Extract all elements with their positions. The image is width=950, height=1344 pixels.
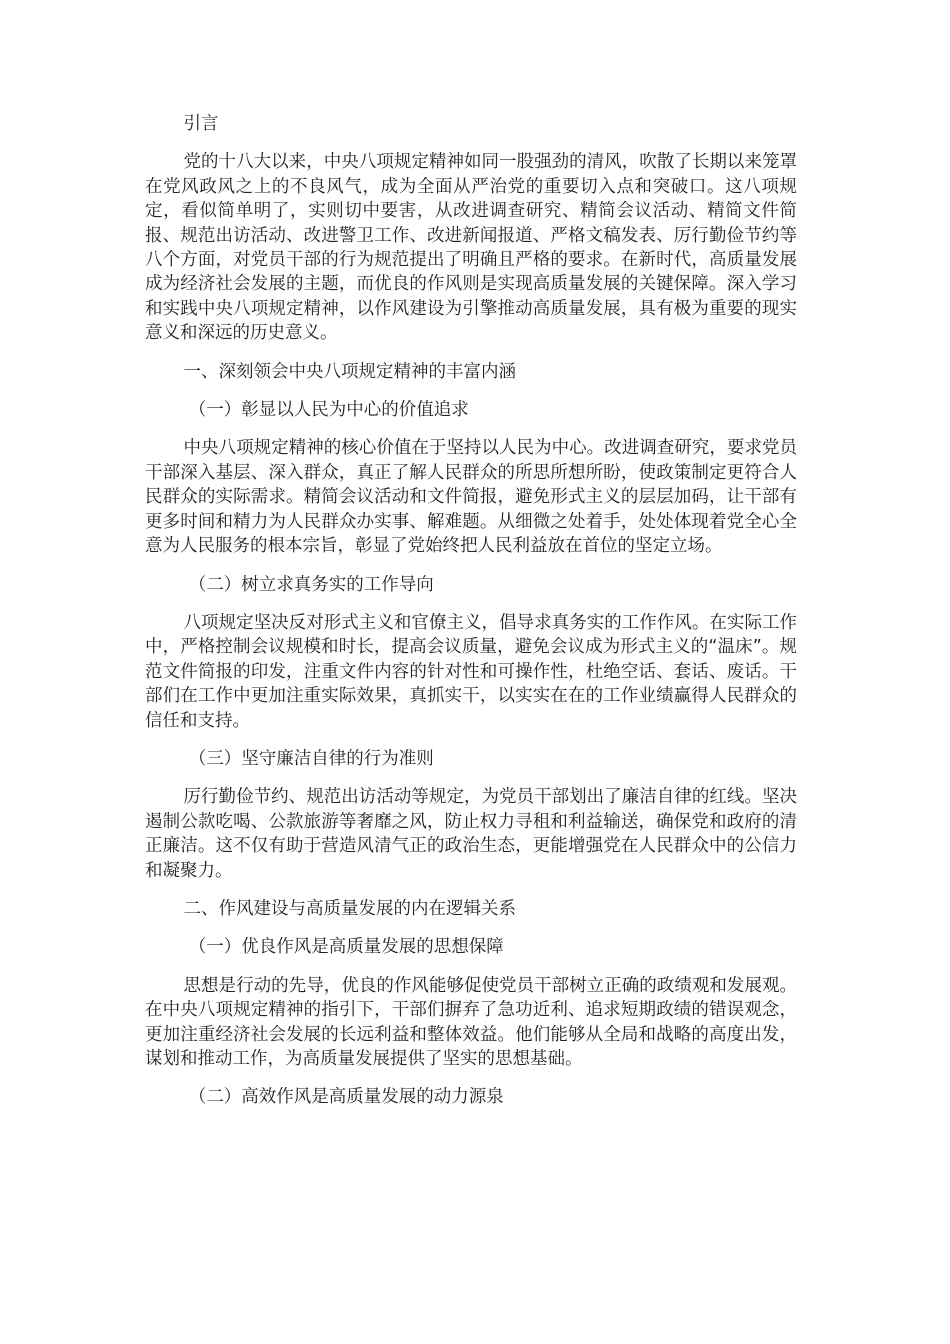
section2-sub2-heading: （二）高效作风是高质量发展的动力源泉 (188, 1087, 504, 1108)
section2-heading: 二、作风建设与高质量发展的内在逻辑关系 (183, 898, 516, 919)
section1-sub2-heading: （二）树立求真务实的工作导向 (188, 574, 434, 595)
section1-sub1-body: 中央八项规定精神的核心价值在于坚持以人民为中心。改进调查研究，要求党员干部深入基层、深入群众，真正了解人民群众的所思所想所盼，使政策制定更符合人民群众的实际需求。精简会议活动和文件简报，避免形式主义的层层加码，让干部有更多时间和精力为人民群众办实事、解难题。从细微之处着手，处处体现着党全心全意为人民服务的根本宗旨，彰显了党始终把人民利益放在首位的坚定立场。 (145, 438, 797, 557)
section1-sub2-body: 八项规定坚决反对形式主义和官僚主义，倡导求真务实的工作作风。在实际工作中，严格控制会议规模和时长，提高会议质量，避免会议成为形式主义的“温床”。规范文件简报的印发，注重文件内容的针对性和可操作性，杜绝空话、套话、废话。干部们在工作中更加注重实际效果，真抓实干，以实实在在的工作业绩赢得人民群众的信任和支持。 (145, 612, 797, 731)
section1-sub3-body: 厉行勤俭节约、规范出访活动等规定，为党员干部划出了廉洁自律的红线。坚决遏制公款吃喝、公款旅游等奢靡之风，防止权力寻租和利益输送，确保党和政府的清正廉洁。这不仅有助于营造风清气正的政治生态，更能增强党在人民群众中的公信力和凝聚力。 (145, 787, 797, 881)
section2-sub1-body: 思想是行动的先导，优良的作风能够促使党员干部树立正确的政绩观和发展观。在中央八项规定精神的指引下，干部们摒弃了急功近利、追求短期政绩的错误观念，更加注重经济社会发展的长远利益和整体效益。他们能够从全局和战略的高度出发，谋划和推动工作，为高质量发展提供了坚实的思想基础。 (145, 975, 797, 1069)
section1-sub3-heading: （三）坚守廉洁自律的行为准则 (188, 748, 434, 769)
intro-paragraph: 党的十八大以来，中央八项规定精神如同一股强劲的清风，吹散了长期以来笼罩在党风政风之上的不良风气，成为全面从严治党的重要切入点和突破口。这八项规定，看似简单明了，实则切中要害，从改进调查研究、精简会议活动、精简文件简报、规范出访活动、改进警卫工作、改进新闻报道、严格文稿发表、厉行勤俭节约等八个方面，对党员干部的行为规范提出了明确且严格的要求。在新时代，高质量发展成为经济社会发展的主题，而优良的作风则是实现高质量发展的关键保障。深入学习和实践中央八项规定精神，以作风建设为引擎推动高质量发展，具有极为重要的现实意义和深远的历史意义。 (145, 152, 797, 344)
document-body (145, 112, 797, 1124)
section1-sub1-heading: （一）彰显以人民为中心的价值追求 (188, 400, 469, 421)
intro-heading: 引言 (183, 114, 219, 134)
section1-heading: 一、深刻领会中央八项规定精神的丰富内涵 (183, 361, 516, 382)
section2-sub1-heading: （一）优良作风是高质量发展的思想保障 (188, 937, 504, 958)
